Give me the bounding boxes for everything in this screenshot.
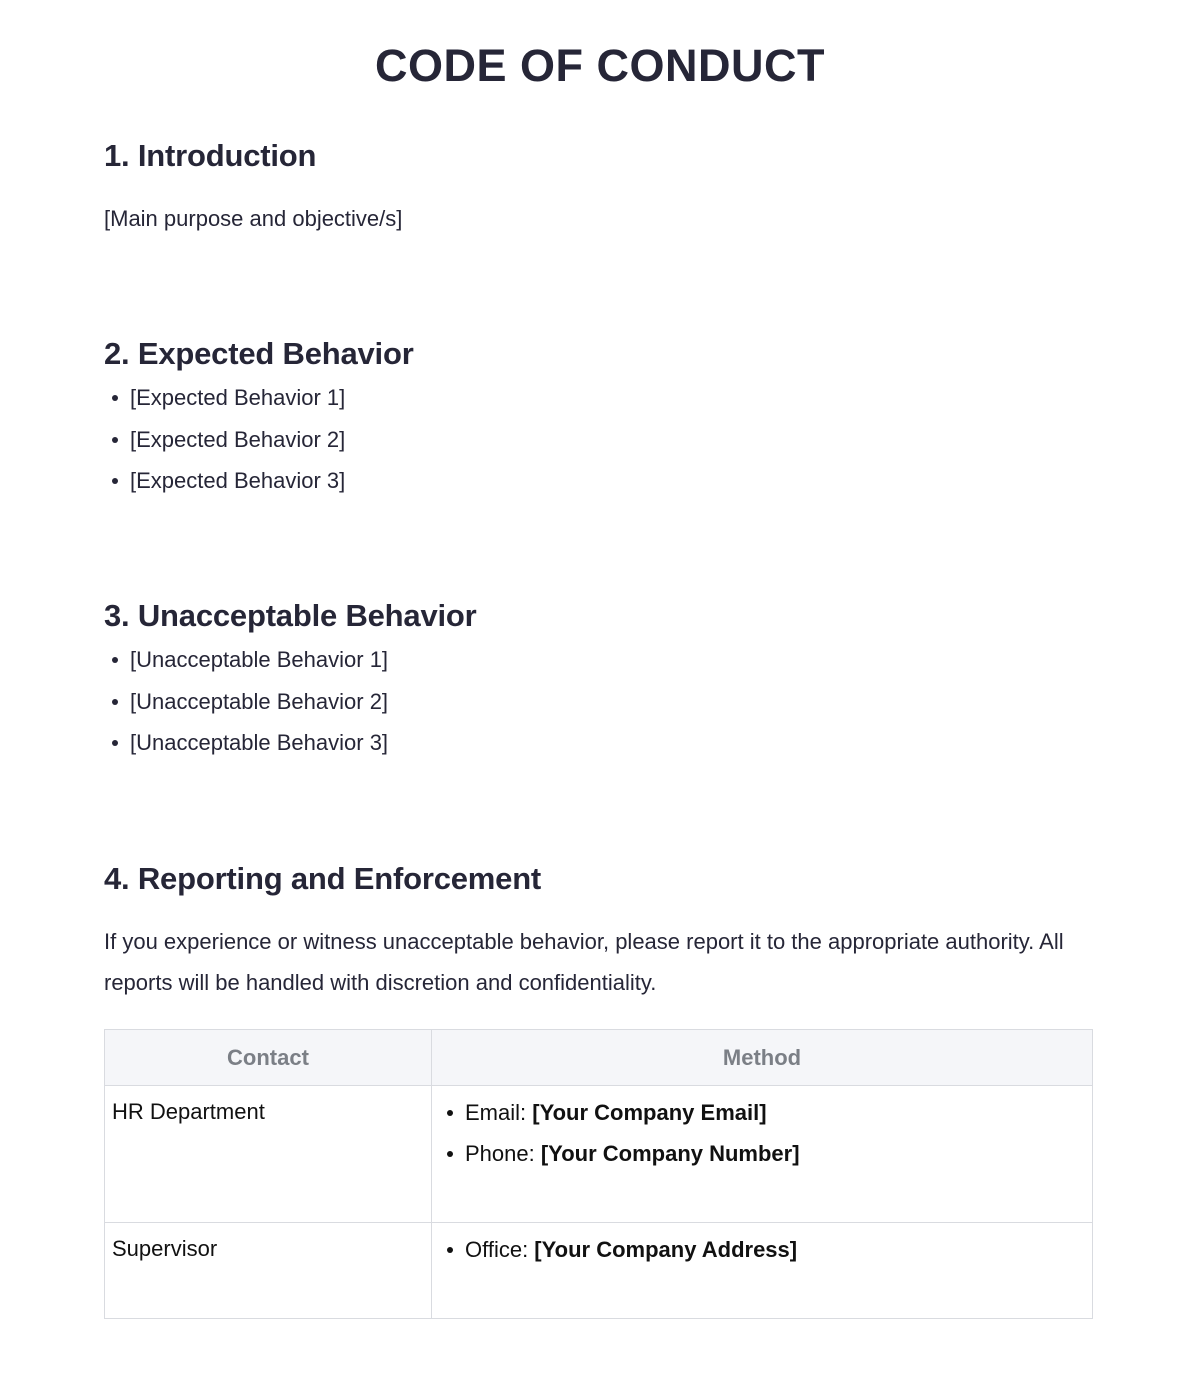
method-value-office: [Your Company Address] bbox=[534, 1237, 798, 1262]
list-item: [Expected Behavior 3] bbox=[130, 460, 345, 502]
table-header-row bbox=[105, 1030, 1093, 1086]
section-heading-unacceptable-behavior: 3. Unacceptable Behavior bbox=[104, 598, 477, 633]
section-heading-reporting: 4. Reporting and Enforcement bbox=[104, 861, 542, 896]
list-item: [Unacceptable Behavior 1] bbox=[130, 639, 388, 681]
method-label: Email: bbox=[465, 1100, 533, 1125]
method-label: Office: bbox=[465, 1237, 535, 1262]
column-header-contact: Contact bbox=[105, 1030, 432, 1086]
reporting-text: If you experience or witness unacceptable behavior, please report it to the appropriate authority. All reports will be handled with discretion and confidentiality. bbox=[104, 929, 1064, 995]
introduction-text: [Main purpose and objective/s] bbox=[104, 206, 403, 231]
list-item: [Expected Behavior 1] bbox=[130, 377, 345, 419]
method-list bbox=[439, 1092, 1085, 1174]
method-value-email: [Your Company Email] bbox=[532, 1100, 767, 1125]
list-item bbox=[465, 1229, 1085, 1270]
list-item: [Unacceptable Behavior 3] bbox=[130, 722, 388, 764]
method-list bbox=[439, 1229, 1085, 1270]
contact-cell: Supervisor bbox=[105, 1223, 432, 1319]
section-heading-introduction: 1. Introduction bbox=[104, 138, 317, 173]
table-row bbox=[105, 1223, 1093, 1319]
section-heading-expected-behavior: 2. Expected Behavior bbox=[104, 336, 414, 371]
list-item: [Expected Behavior 2] bbox=[130, 419, 345, 461]
method-cell bbox=[432, 1223, 1093, 1319]
unacceptable-behavior-list bbox=[104, 639, 388, 764]
expected-behavior-list bbox=[104, 377, 345, 502]
column-header-method: Method bbox=[432, 1030, 1093, 1086]
method-value-phone: [Your Company Number] bbox=[540, 1141, 800, 1166]
list-item bbox=[465, 1092, 1085, 1133]
document-title: CODE OF CONDUCT bbox=[375, 40, 825, 91]
method-cell bbox=[432, 1086, 1093, 1223]
contact-table bbox=[104, 1029, 1093, 1319]
list-item bbox=[465, 1133, 1085, 1174]
contact-cell: HR Department bbox=[105, 1086, 432, 1223]
table-row bbox=[105, 1086, 1093, 1223]
list-item: [Unacceptable Behavior 2] bbox=[130, 681, 388, 723]
method-label: Phone: bbox=[465, 1141, 541, 1166]
